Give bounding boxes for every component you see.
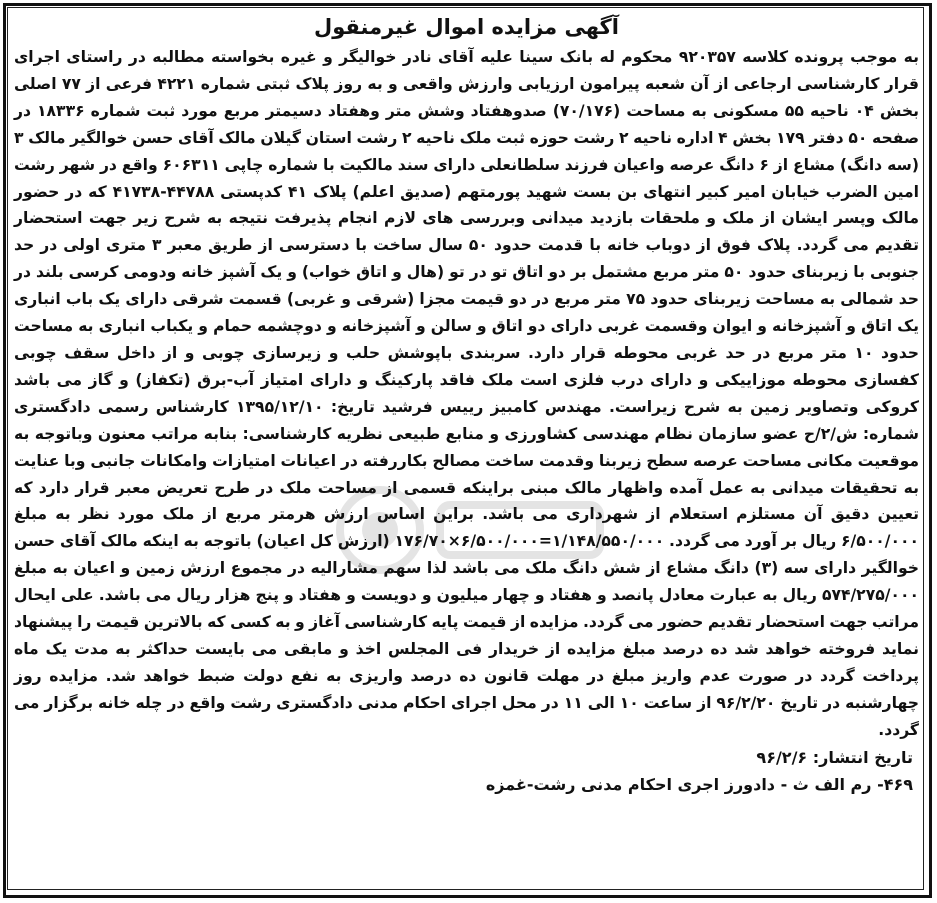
notice-body: به موجب پرونده کلاسه ۹۲۰۳۵۷ محکوم له بانک سینا علیه آقای نادر خوالیگر و غیره بخواسته مطالبه در راستای اجرای قرار کارشناسی ارجاعی از آن شعبه پیرامون ارزیابی وارزش واقعی و به روز پلاک ثبتی شماره ۴۲۲۱ فرعی از ۷۷ اصلی بخش ۰۴ ناحیه ۵۵ مسکونی به مساحت (۷۰/۱۷۶) صدوهفتاد وشش متر وهفتاد دسیمتر مربع مورد ثبت شماره ۱۸۳۳۶ در صفحه ۵۰ دفتر ۱۷۹ بخش ۴ اداره ناحیه ۲ رشت حوزه ثبت ملک ناحیه ۲ رشت استان گیلان مالک آقای حسن خوالگیر مالک ۳ (سه دانگ) مشاع از ۶ دانگ عرصه واعیان فرزند سلطانعلی دارای سند مالکیت با شماره چاپی ۶۰۶۳۱۱ واقع در شهر رشت امین الضرب خیابان امیر کبیر انتهای بن بست شهید پورمتهم (صدیق اعلم) پلاک ۴۱ کدپستی ۴۴۷۸۸-۴۱۷۳۸ که در حضور مالک وپسر ایشان از ملک و ملحقات بازدید میدانی وبررسی های لازم انجام پذیرفت نتیجه به شرح زیر جهت استحضار تقدیم می گردد. پلاک فوق از دوباب خانه با قدمت حدود ۵۰ سال ساخت با دسترسی از طریق معبر ۳ متری اولی در حد جنوبی با زیربنای حدود ۵۰ متر مربع مشتمل بر دو اتاق تو در تو (هال و اتاق خواب) و یک آشپز خانه ودومی کرسی بلند در حد شمالی به مساحت زیربنای حدود ۷۵ متر مربع در دو قیمت مجزا (شرقی و غربی) قسمت شرقی دارای یک باب انباری یک اتاق و آشپزخانه و ایوان وقسمت غربی دارای دو اتاق و سالن و آشپزخانه و دوچشمه حمام و یکباب انباری به مساحت حدود ۱۰ متر مربع در حد غربی محوطه قرار دارد. سربندی باپوشش حلب و زیرسازی چوبی و از داخل سقف چوبی کفسازی محوطه موزاییکی و دارای درب فلزی است ملک فاقد پارکینگ و دارای امتیاز آب-برق (تکفاز) و گاز می باشد کروکی وتصاویر زمین به شرح زیراست. مهندس کامبیز رییس فرشید تاریخ: ۱۳۹۵/۱۲/۱۰ کارشناس رسمی دادگستری شماره: ش/۲/ح عضو سازمان نظام مهندسی کشاورزی و منابع طبیعی نظریه کارشناسی: بنابه مراتب معنون وباتوجه به موقعیت مکانی مساحت عرصه سطح زیربنا وقدمت ساخت مصالح بکاررفته در اعیانات امتیازات وامکانات جانبی وبا عنایت به تحقیقات میدانی به عمل آمده واظهار مالک مبنی براینکه قسمی از مساحت ملک در طرح تعریض معبر قرار دارد که تعیین دقیق آن مستلزم استعلام از شهرداری می باشد. براین اساس ارزش هرمتر مربع از ملک مورد نظر به مبلغ ۶/۵۰۰/۰۰۰ ریال بر آورد می گردد. ۱/۱۴۸/۵۵۰/۰۰۰=۶/۵۰۰/۰۰۰×۱۷۶/۷۰ (ارزش کل اعیان) باتوجه به اینکه مالک آقای حسن خوالگیر دارای سه (۳) دانگ مشاع از شش دانگ ملک می باشد لذا سهم مشارالیه در مجموع ارزش زمین و اعیان به مبلغ ۵۷۴/۲۷۵/۰۰۰ ریال به عبارت معادل پانصد و هفتاد و چهار میلیون و دویست و هفتاد و پنج هزار ریال می باشد. علی ایحال مراتب جهت استحضار تقدیم حضور می گردد. مزایده از قیمت پایه کارشناسی آغاز و به کسی که بالاترین قیمت را پیشنهاد نماید فروخته خواهد شد ده درصد مبلغ مزایده از خریدار فی المجلس اخذ و مابقی می بایست حداکثر به مدت یک ماه پرداخت گردد در صورت عدم واریز مبلغ در مهلت قانون ده درصد واریزی به نفع دولت ضبط خواهد شد. مزایده روز چهارشنبه در تاریخ ۹۶/۲/۲۰ از ساعت ۱۰ الی ۱۱ در محل اجرای احکام مدنی دادگستری رشت واقع در چله خانه برگزار می گردد. bbox=[14, 48, 920, 739]
publish-date: تاریخ انتشار: ۹۶/۲/۶ bbox=[756, 747, 913, 767]
notice-signature: ۴۶۹- رم الف ث - دادورز اجری احکام مدنی رشت-غمزه bbox=[485, 774, 913, 794]
notice-title: آگهی مزایده اموال غیرمنقول bbox=[314, 15, 619, 39]
notice-content bbox=[14, 10, 919, 890]
